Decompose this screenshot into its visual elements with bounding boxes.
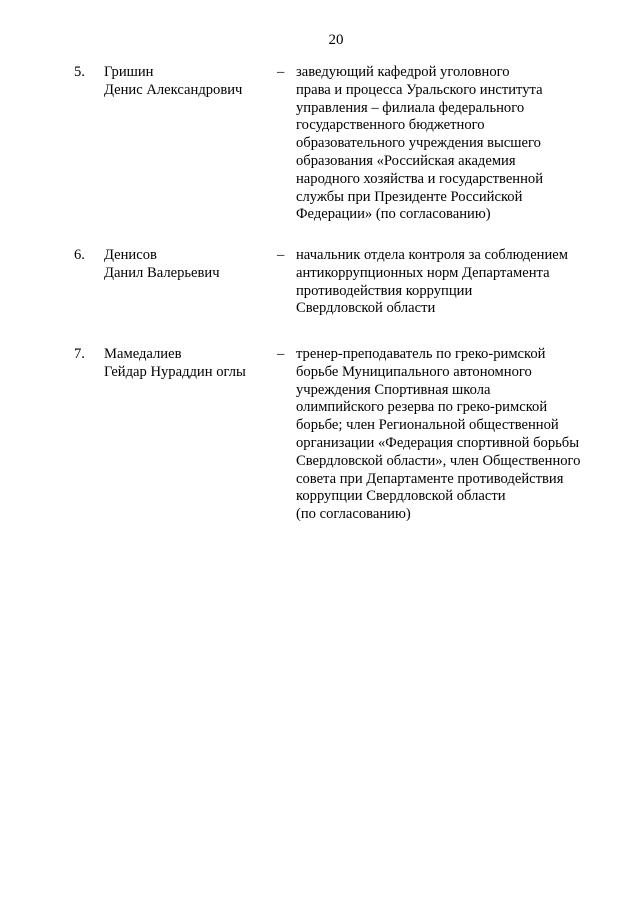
person-surname: Денисов <box>104 247 157 263</box>
entry-number: 5. <box>74 64 85 80</box>
description-line: управления – филиала федерального <box>296 99 525 116</box>
person-name <box>104 346 274 382</box>
description-line: (по согласованию) <box>296 506 411 523</box>
description-line: Федерации» (по согласованию) <box>296 206 491 223</box>
entry-dash: – <box>277 346 285 362</box>
description-line: Свердловской области <box>296 300 436 317</box>
description-line: заведующий кафедрой уголовного <box>296 64 510 80</box>
description-line: народного хозяйства и государственной <box>296 170 544 187</box>
description-line: олимпийского резерва по греко-римской <box>296 399 548 416</box>
description-line: права и процесса Уральского института <box>296 81 543 98</box>
description-line: образования «Российская академия <box>296 152 516 169</box>
description-line: государственного бюджетного <box>296 117 485 134</box>
description-line: образовательного учреждения высшего <box>296 135 541 152</box>
description-line: начальник отдела контроля за соблюдением <box>296 247 569 263</box>
page-number: 20 <box>328 32 344 48</box>
description-line: коррупции Свердловской области <box>296 488 506 505</box>
person-given-names: Гейдар Нураддин оглы <box>104 363 246 380</box>
person-name <box>104 247 274 283</box>
description-line: антикоррупционных норм Департамента <box>296 264 550 281</box>
position-description <box>296 64 606 224</box>
person-surname: Гришин <box>104 64 154 80</box>
person-surname: Мамедалиев <box>104 346 182 362</box>
entry-dash: – <box>277 64 285 80</box>
description-line: совета при Департаменте противодействия <box>296 470 564 487</box>
position-description <box>296 247 606 318</box>
person-given-names: Данил Валерьевич <box>104 264 220 281</box>
entry-number: 7. <box>74 346 85 362</box>
entry-dash: – <box>277 247 285 263</box>
description-line: Свердловской области», член Общественного <box>296 452 581 469</box>
description-line: учреждения Спортивная школа <box>296 381 491 398</box>
person-name <box>104 64 274 100</box>
person-given-names: Денис Александрович <box>104 81 243 98</box>
description-line: борьбе; член Региональной общественной <box>296 417 559 434</box>
entry-number: 6. <box>74 247 85 263</box>
position-description <box>296 346 606 524</box>
description-line: противодействия коррупции <box>296 282 473 299</box>
description-line: службы при Президенте Российской <box>296 188 523 205</box>
description-line: организации «Федерация спортивной борьбы <box>296 434 580 451</box>
description-line: борьбе Муниципального автономного <box>296 363 532 380</box>
description-line: тренер-преподаватель по греко-римской <box>296 346 546 362</box>
